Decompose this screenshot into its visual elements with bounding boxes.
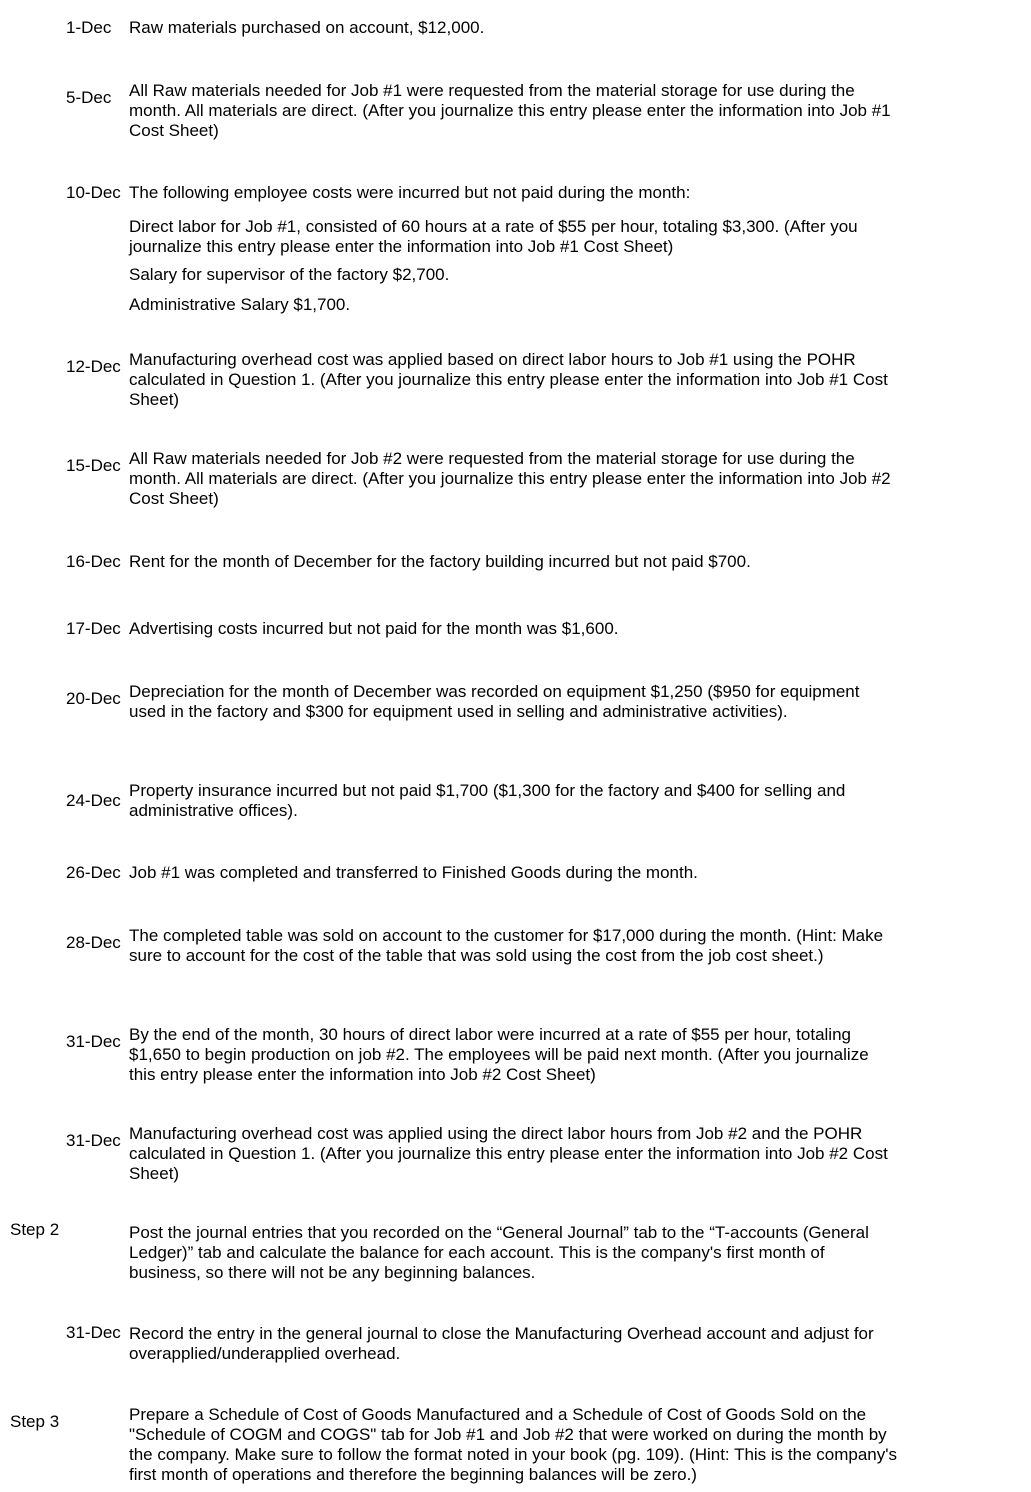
entry-text: Property insurance incurred but not paid $1,700 ($1,300 for the factory and $400 for selling and administrative offices). (129, 781, 846, 820)
entry-text: By the end of the month, 30 hours of direct labor were incurred at a rate of $55 per hour, totaling $1,650 to begin production on job #2. The employees will be paid next month. (After you journalize this entry please enter the information into Job #2 Cost Sheet) (129, 1025, 869, 1084)
entry-date: 24-Dec (66, 791, 121, 810)
entry-date: 15-Dec (66, 456, 121, 475)
employee-cost-item: Direct labor for Job #1, consisted of 60 hours at a rate of $55 per hour, totaling $3,300. (After you journalize this entry please enter the information into Job #1 Cost Sheet) (129, 217, 858, 256)
entry-date: 1-Dec (66, 18, 112, 37)
entry-date: 20-Dec (66, 689, 121, 708)
step-text: Post the journal entries that you recorded on the “General Journal” tab to the “T-accounts (General Ledger)” tab and calculate the balance for each account. This is the company's first month of business, so there will not be any beginning balances. (129, 1223, 869, 1282)
entry-date: 31-Dec (66, 1131, 121, 1150)
entry-text: All Raw materials needed for Job #1 were requested from the material storage for use during the month. All materials are direct. (After you journalize this entry please enter the information into Job #1 Cost Sheet) (129, 81, 891, 140)
entry-date: 28-Dec (66, 933, 121, 952)
entry-date: 5-Dec (66, 88, 112, 107)
entry-date: 26-Dec (66, 863, 121, 882)
employee-cost-item: Administrative Salary $1,700. (129, 295, 351, 314)
entry-date: 17-Dec (66, 619, 121, 638)
employee-cost-item: Salary for supervisor of the factory $2,700. (129, 265, 450, 284)
step-label: Step 3 (10, 1412, 60, 1431)
entry-date: 12-Dec (66, 357, 121, 376)
entry-text: The completed table was sold on account to the customer for $17,000 during the month. (Hint: Make sure to account for the cost of the table that was sold using the cost from the job cost sheet.) (129, 926, 884, 965)
entry-text: Record the entry in the general journal to close the Manufacturing Overhead account and adjust for overapplied/underapplied overhead. (129, 1324, 874, 1363)
entry-text: Job #1 was completed and transferred to Finished Goods during the month. (129, 863, 698, 882)
entry-date: 10-Dec (66, 183, 121, 202)
entry-date: 31-Dec (66, 1323, 121, 1342)
entry-date: 31-Dec (66, 1032, 121, 1051)
entry-text: Depreciation for the month of December was recorded on equipment $1,250 ($950 for equipment used in the factory and $300 for equipment used in selling and administrative activities). (129, 682, 860, 721)
entry-text: Manufacturing overhead cost was applied using the direct labor hours from Job #2 and the POHR calculated in Question 1. (After you journalize this entry please enter the information into Job #2 Cost Sheet) (129, 1124, 888, 1183)
entry-text: All Raw materials needed for Job #2 were requested from the material storage for use during the month. All materials are direct. (After you journalize this entry please enter the information into Job #2 Cost Sheet) (129, 449, 891, 508)
entry-text: Advertising costs incurred but not paid for the month was $1,600. (129, 619, 619, 638)
entry-text: The following employee costs were incurred but not paid during the month: (129, 183, 691, 202)
step-label: Step 2 (10, 1220, 60, 1239)
entry-text: Rent for the month of December for the factory building incurred but not paid $700. (129, 552, 751, 571)
entry-date: 16-Dec (66, 552, 121, 571)
entry-text: Manufacturing overhead cost was applied based on direct labor hours to Job #1 using the POHR calculated in Question 1. (After you journalize this entry please enter the information into Job #1 Cost Sheet) (129, 350, 888, 409)
entry-text: Raw materials purchased on account, $12,000. (129, 18, 485, 37)
step-text: Prepare a Schedule of Cost of Goods Manufactured and a Schedule of Cost of Goods Sold on the "Schedule of COGM and COGS" tab for Job #1 and Job #2 that were worked on during the month by the company. Make sure to follow the format noted in your book (pg. 109). (Hint: This is the company's first month of operations and therefore the beginning balances will be zero.) (129, 1405, 897, 1484)
